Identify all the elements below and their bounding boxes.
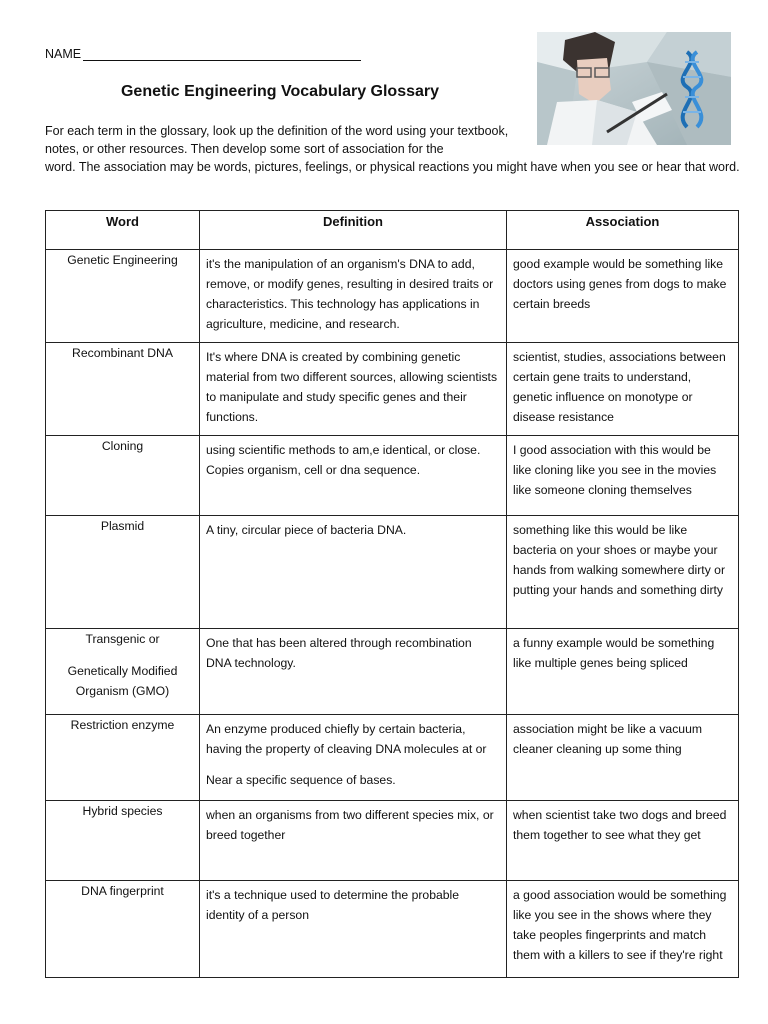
association-cell: I good association with this would be like cloning like you see in the movies like someone cloning themselves xyxy=(507,436,739,516)
association-cell: a good association would be something like you see in the shows where they take peoples fingerprints and match them with a killers to see if they're right xyxy=(507,881,739,978)
definition-cell xyxy=(200,715,507,801)
word-line: Genetically Modified Organism (GMO) xyxy=(67,664,178,698)
table-row xyxy=(46,516,739,629)
table-header-row xyxy=(46,211,739,250)
word-cell: Restriction enzyme xyxy=(46,715,200,801)
association-cell: something like this would be like bacteria on your shoes or maybe your hands from walking somewhere dirty or putting your hands and something dirty xyxy=(507,516,739,629)
table-row xyxy=(46,436,739,516)
association-cell: good example would be something like doctors using genes from dogs to make certain breeds xyxy=(507,250,739,343)
instructions-line-2: word. The association may be words, pictures, feelings, or physical reactions you might have when you see or hear that word. xyxy=(45,160,740,174)
glossary-table xyxy=(45,210,739,978)
table-row xyxy=(46,343,739,436)
word-cell xyxy=(46,629,200,715)
table-row xyxy=(46,715,739,801)
word-cell: Recombinant DNA xyxy=(46,343,200,436)
definition-cell: when an organisms from two different species mix, or breed together xyxy=(200,801,507,881)
definition-cell: It's where DNA is created by combining genetic material from two different sources, allowing scientists to manipulate and study specific genes and their functions. xyxy=(200,343,507,436)
instructions xyxy=(45,122,745,176)
word-line: Transgenic or xyxy=(85,632,160,646)
association-cell: when scientist take two dogs and breed them together to see what they get xyxy=(507,801,739,881)
association-cell: scientist, studies, associations between certain gene traits to understand, genetic influence on monotype or disease resistance xyxy=(507,343,739,436)
header-association: Association xyxy=(507,211,739,250)
word-cell: Genetic Engineering xyxy=(46,250,200,343)
association-cell: a funny example would be something like multiple genes being spliced xyxy=(507,629,739,715)
definition-cell: using scientific methods to am,e identical, or close. Copies organism, cell or dna sequence. xyxy=(200,436,507,516)
word-cell: Plasmid xyxy=(46,516,200,629)
table-row xyxy=(46,250,739,343)
table-row xyxy=(46,881,739,978)
name-blank-line xyxy=(83,47,361,61)
name-field-row xyxy=(45,47,361,61)
definition-cell: it's a technique used to determine the probable identity of a person xyxy=(200,881,507,978)
association-cell: association might be like a vacuum cleaner cleaning up some thing xyxy=(507,715,739,801)
page-title: Genetic Engineering Vocabulary Glossary xyxy=(120,83,440,100)
word-cell: Hybrid species xyxy=(46,801,200,881)
definition-cell: One that has been altered through recombination DNA technology. xyxy=(200,629,507,715)
definition-cell: it's the manipulation of an organism's DNA to add, remove, or modify genes, resulting in desired traits or characteristics. This technology has applications in agriculture, medicine, and research. xyxy=(200,250,507,343)
instructions-line-1: For each term in the glossary, look up the definition of the word using your textbook, notes, or other resources. Then develop some sort of association for the xyxy=(45,124,509,156)
definition-paragraph: Near a specific sequence of bases. xyxy=(206,773,396,787)
definition-paragraph: An enzyme produced chiefly by certain bacteria, having the property of cleaving DNA molecules at or xyxy=(206,722,487,756)
table-row xyxy=(46,801,739,881)
header-word: Word xyxy=(46,211,200,250)
word-cell: DNA fingerprint xyxy=(46,881,200,978)
word-cell: Cloning xyxy=(46,436,200,516)
name-label: NAME xyxy=(45,47,82,61)
definition-cell: A tiny, circular piece of bacteria DNA. xyxy=(200,516,507,629)
header-definition: Definition xyxy=(200,211,507,250)
table-row xyxy=(46,629,739,715)
